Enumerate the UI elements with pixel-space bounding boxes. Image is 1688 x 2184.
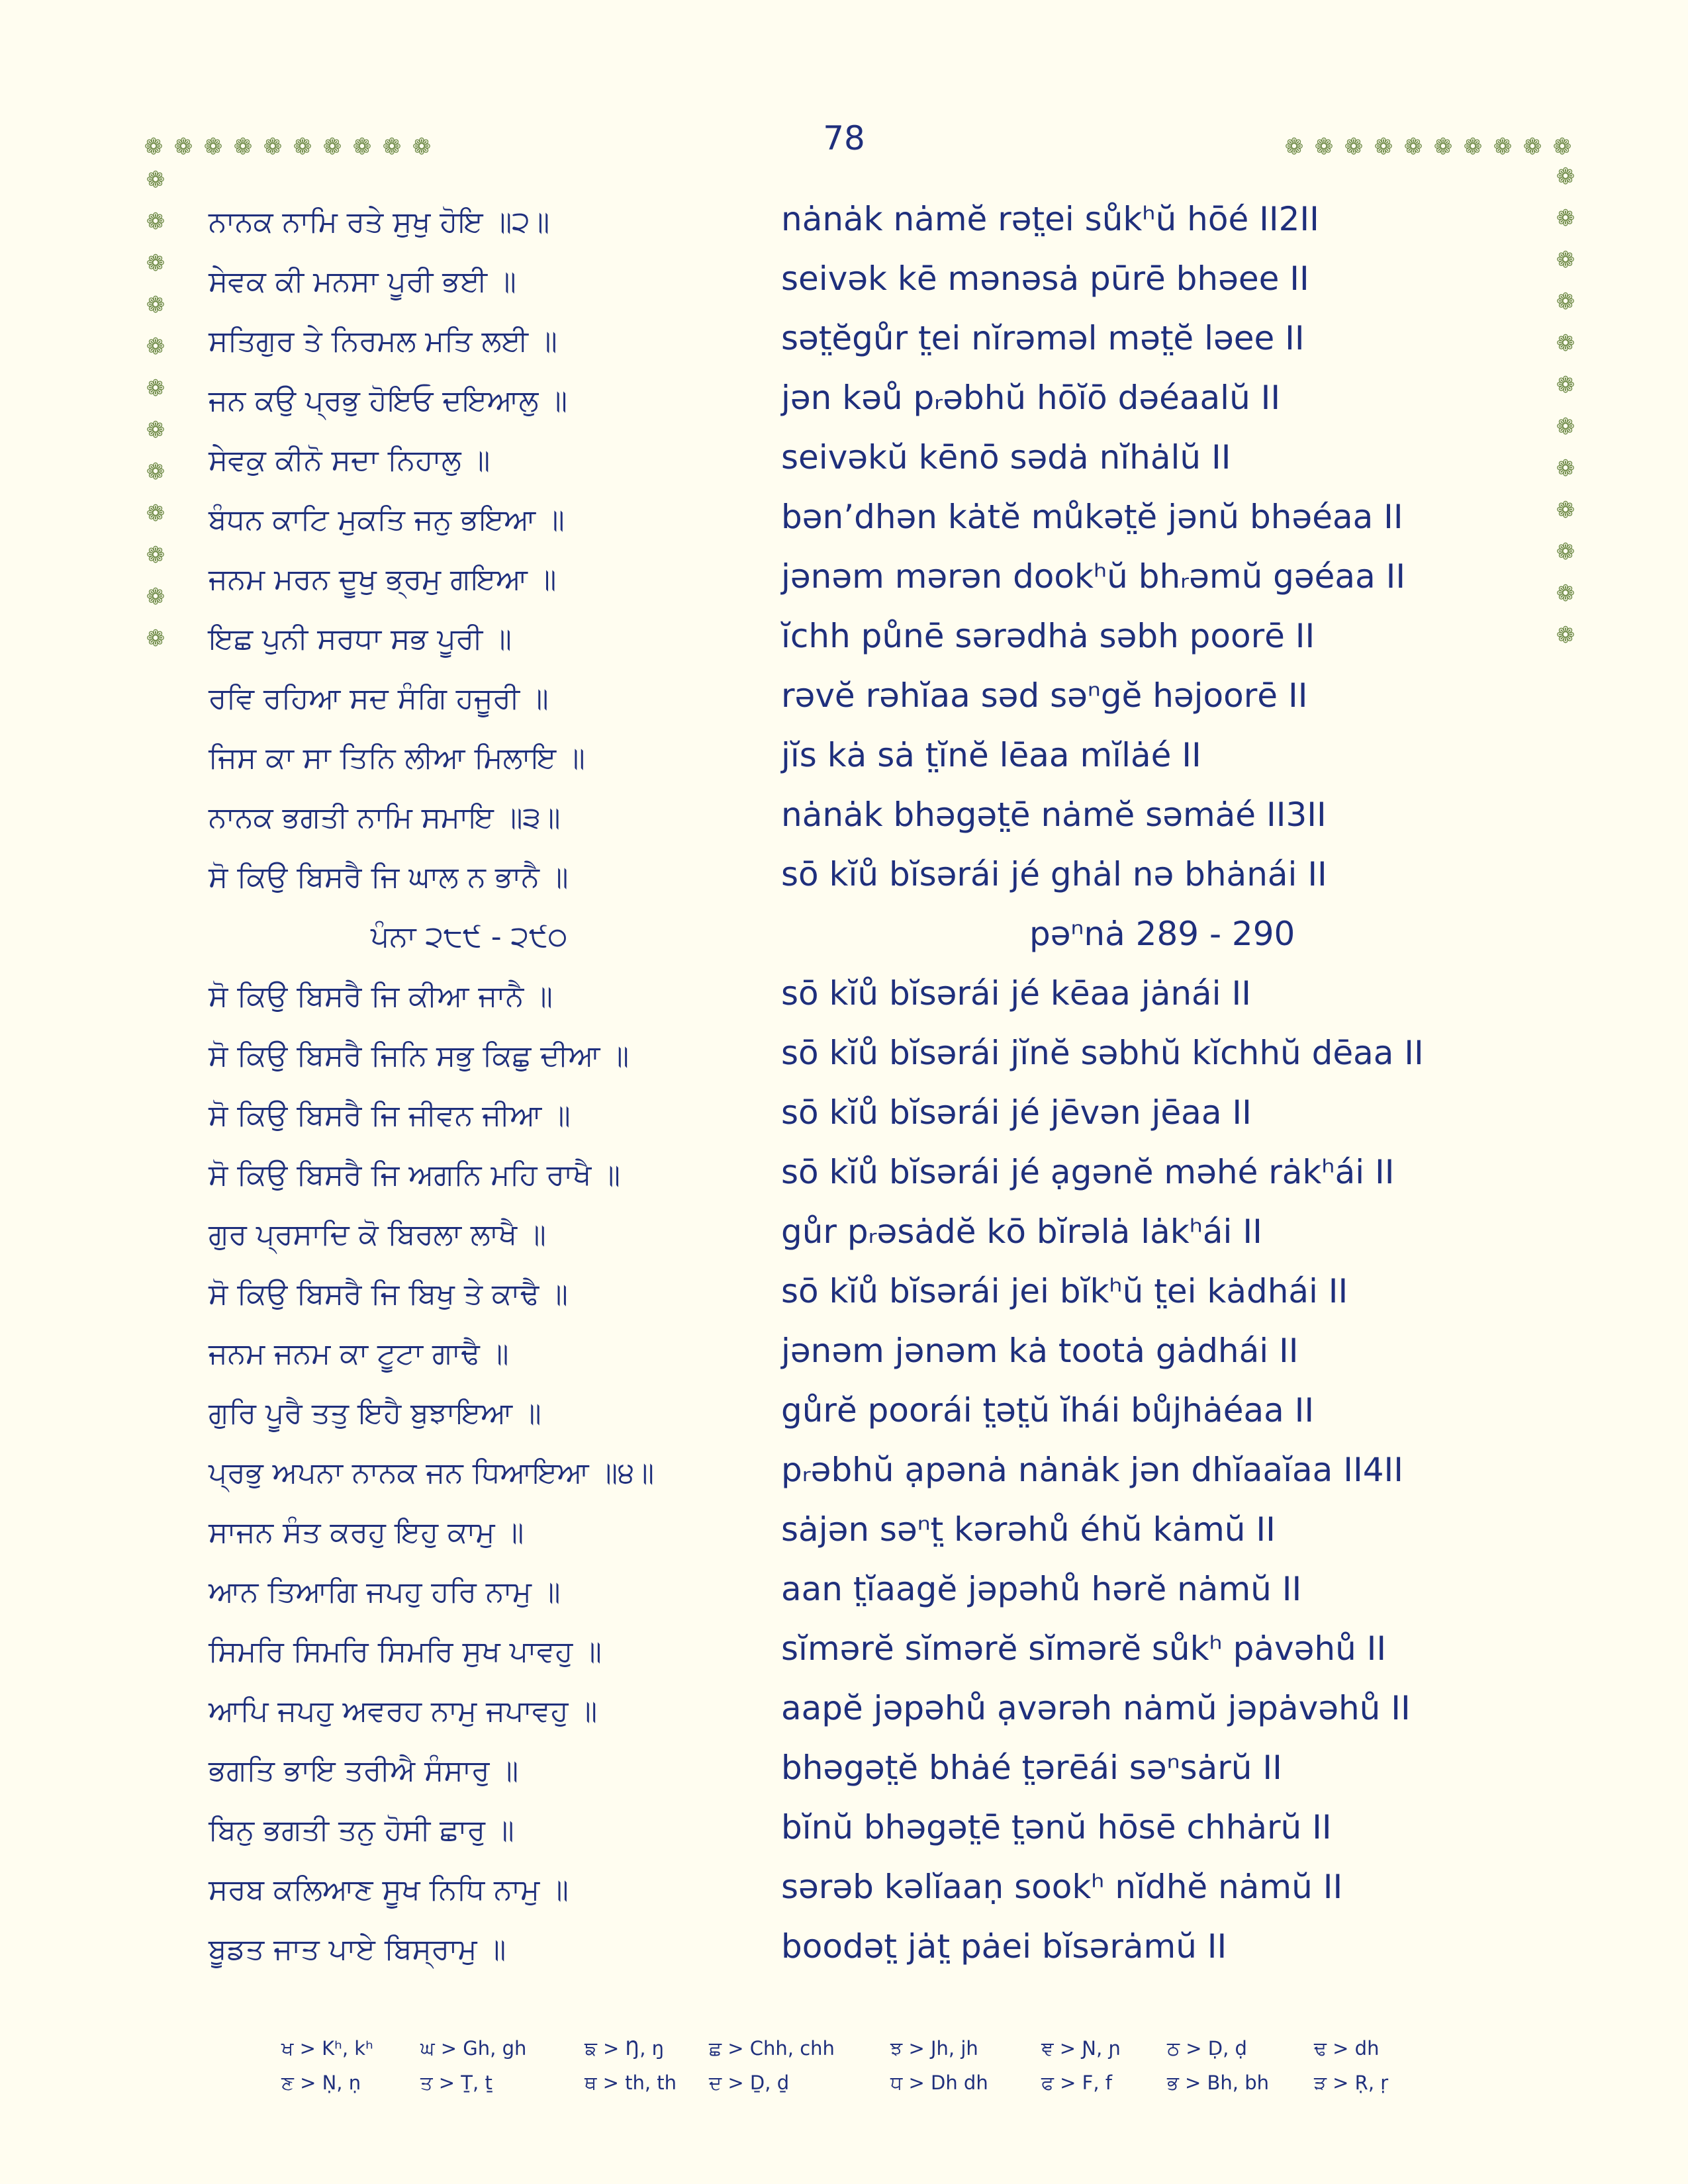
flower-ornament-icon: ❁ <box>1493 134 1513 160</box>
flower-ornament-icon: ❁ <box>1556 372 1575 398</box>
romanized-text: bĭnŭ bhəgət̤ē t̤ənŭ hōsē chhȧrŭ II <box>781 1808 1332 1846</box>
page-number: 78 <box>823 119 865 158</box>
flower-ornament-icon: ❁ <box>146 167 165 193</box>
gurmukhi-text: ਸਤਿਗੁਰ ਤੇ ਨਿਰਮਲ ਮਤਿ ਲਈ ॥ <box>209 324 557 358</box>
verse-line <box>0 1689 1688 1749</box>
verse-line <box>0 1808 1688 1868</box>
gurmukhi-text: ਇਛ ਪੁਨੀ ਸਰਧਾ ਸਭ ਪੂਰੀ ॥ <box>209 622 512 656</box>
gurmukhi-text: ਭਗਤਿ ਭਾਇ ਤਰੀਐ ਸੰਸਾਰੁ ॥ <box>209 1754 519 1788</box>
flower-ornament-icon: ❁ <box>1556 330 1575 357</box>
flower-ornament-icon: ❁ <box>1284 134 1304 160</box>
gurmukhi-text: ਸੇਵਕੁ ਕੀਨੋ ਸਦਾ ਨਿਹਾਲੁ ॥ <box>209 443 491 477</box>
flower-ornament-icon: ❁ <box>173 134 193 160</box>
flower-ornament-icon: ❁ <box>1556 247 1575 273</box>
flower-ornament-icon: ❁ <box>1552 134 1572 160</box>
romanized-text: bhəgət̤ĕ bhȧé t̤ərēái səⁿsȧrŭ II <box>781 1749 1282 1787</box>
legend-entry: ਘ > Gh, gh <box>420 2037 527 2060</box>
legend-entry: ਤ > Ṯ, ṯ <box>420 2071 492 2094</box>
verse-line <box>0 1272 1688 1332</box>
romanized-text: gůr pᵣəsȧdĕ kō bĭrəlȧ lȧkʰái II <box>781 1212 1262 1251</box>
verse-line <box>0 1212 1688 1272</box>
flower-ornament-icon: ❁ <box>412 134 432 160</box>
verse-line <box>0 974 1688 1034</box>
flower-ornament-icon: ❁ <box>1463 134 1483 160</box>
flower-ornament-icon: ❁ <box>263 134 283 160</box>
flower-ornament-icon: ❁ <box>293 134 312 160</box>
gurmukhi-text: ਨਾਨਕ ਭਗਤੀ ਨਾਮਿ ਸਮਾਇ ॥੩॥ <box>209 801 561 835</box>
romanized-text: jĭs kȧ sȧ t̤ĭnĕ lēaa mĭlȧé II <box>781 736 1201 774</box>
romanized-text: boodət̤ jȧt̤ pȧei bĭsərȧmŭ II <box>781 1927 1227 1966</box>
gurmukhi-text: ਬੰਧਨ ਕਾਟਿ ਮੁਕਤਿ ਜਨੁ ਭਇਆ ॥ <box>209 503 565 537</box>
gurmukhi-text: ਜਨ ਕਉ ਪ੍ਰਭੁ ਹੋਇਓ ਦਇਆਲੁ ॥ <box>209 384 568 418</box>
romanized-text: nȧnȧk bhəgət̤ē nȧmĕ səmȧé II3II <box>781 796 1327 834</box>
romanized-text: sō kĭů bĭsərái jĭnĕ səbhŭ kĭchhŭ dēaa II <box>781 1034 1424 1072</box>
verse-line <box>0 676 1688 736</box>
flower-ornament-icon: ❁ <box>146 625 165 652</box>
legend-entry: ਭ > Bh, bh <box>1167 2071 1270 2094</box>
legend-entry: ਙ > Ŋ, ŋ <box>585 2037 665 2060</box>
romanized-text: jənəm jənəm kȧ tootȧ gȧdhái II <box>781 1332 1299 1370</box>
legend-entry: ਢ > dh <box>1314 2037 1380 2060</box>
flower-ornament-icon: ❁ <box>1556 289 1575 315</box>
verse-line <box>0 557 1688 617</box>
verse-line <box>0 1451 1688 1510</box>
flower-ornament-icon: ❁ <box>146 250 165 277</box>
gurmukhi-text: ਸੋ ਕਿਉ ਬਿਸਰੈ ਜਿ ਜੀਵਨ ਜੀਆ ॥ <box>209 1099 571 1132</box>
flower-ornament-icon: ❁ <box>146 417 165 443</box>
verse-line <box>0 1868 1688 1927</box>
gurmukhi-text: ਜਨਮ ਮਰਨ ਦੂਖੁ ਭ੍ਰਮੁ ਗਇਆ ॥ <box>209 563 557 596</box>
gurmukhi-text: ਨਾਨਕ ਨਾਮਿ ਰਤੇ ਸੁਖੁ ਹੋਇ ॥੨॥ <box>209 205 550 239</box>
flower-ornament-icon: ❁ <box>1344 134 1364 160</box>
romanized-text: bənʼdhən kȧtĕ můkət̤ĕ jənŭ bhəéaa II <box>781 498 1403 536</box>
legend-entry: ਠ > Ḍ, ḍ <box>1167 2037 1247 2060</box>
verse-line <box>0 1927 1688 1987</box>
flower-ornament-icon: ❁ <box>144 134 164 160</box>
flower-ornament-icon: ❁ <box>1556 414 1575 440</box>
legend-entry: ਛ > Chh, chh <box>709 2037 835 2060</box>
verse-line <box>0 375 1688 438</box>
romanized-text: nȧnȧk nȧmĕ rət̤ei sůkʰŭ hōé II2II <box>781 200 1319 238</box>
flower-ornament-icon: ❁ <box>1556 622 1575 649</box>
verse-line <box>0 1153 1688 1212</box>
romanized-text: aan t̤ĭaagĕ jəpəhů hərĕ nȧmŭ II <box>781 1570 1302 1608</box>
flower-ornament-icon: ❁ <box>1556 163 1575 190</box>
gurmukhi-text: ਪ੍ਰਭੁ ਅਪਨਾ ਨਾਨਕ ਜਨ ਧਿਆਇਆ ॥੪॥ <box>209 1456 655 1490</box>
flower-ornament-icon: ❁ <box>146 375 165 402</box>
verse-line <box>0 1629 1688 1689</box>
gurmukhi-text: ਸੋ ਕਿਉ ਬਿਸਰੈ ਜਿ ਘਾਲ ਨ ਭਾਨੈ ॥ <box>209 860 569 894</box>
flower-ornament-icon: ❁ <box>382 134 402 160</box>
flower-ornament-icon: ❁ <box>1403 134 1423 160</box>
flower-ornament-icon: ❁ <box>1556 497 1575 523</box>
verse-line <box>0 319 1688 379</box>
verse-line <box>0 259 1688 319</box>
verse-line <box>0 1749 1688 1808</box>
flower-ornament-icon: ❁ <box>146 584 165 610</box>
verse-line <box>0 617 1688 676</box>
gurmukhi-text: ਸੋ ਕਿਉ ਬਿਸਰੈ ਜਿ ਕੀਆ ਜਾਨੈ ॥ <box>209 979 553 1013</box>
flower-ornament-icon: ❁ <box>1314 134 1334 160</box>
romanized-text: pəⁿnȧ 289 - 290 <box>1029 915 1295 953</box>
romanized-text: jən kəů pᵣəbhŭ hōĭō dəéaalŭ II <box>781 379 1281 417</box>
legend-entry: ਞ > Ɲ, ɲ <box>1041 2037 1121 2060</box>
gurmukhi-text: ਸਰਬ ਕਲਿਆਣ ਸੂਖ ਨਿਧਿ ਨਾਮੁ ॥ <box>209 1873 569 1907</box>
romanized-text: sō kĭů bĭsərái jei bĭkʰŭ t̤ei kȧdhái II <box>781 1272 1348 1310</box>
romanized-text: rəvĕ rəhĭaa səd səⁿgĕ həjoorē II <box>781 676 1308 715</box>
verse-line <box>0 1391 1688 1451</box>
romanized-text: sĭmərĕ sĭmərĕ sĭmərĕ sůkʰ pȧvəhů II <box>781 1629 1387 1668</box>
flower-ornament-icon: ❁ <box>146 208 165 235</box>
gurmukhi-text: ਬੂਡਤ ਜਾਤ ਪਾਏ ਬਿਸ੍ਰਾਮੁ ॥ <box>209 1933 506 1966</box>
gurmukhi-text: ਗੁਰਿ ਪੂਰੈ ਤਤੁ ਇਹੈ ਬੁਝਾਇਆ ॥ <box>209 1396 541 1430</box>
romanized-text: sō kĭů bĭsərái jé ạgənĕ məhé rȧkʰái II <box>781 1153 1395 1191</box>
flower-ornament-icon: ❁ <box>322 134 342 160</box>
verse-line <box>0 1570 1688 1629</box>
romanized-text: sō kĭů bĭsərái jé jēvən jēaa II <box>781 1093 1252 1132</box>
romanized-text: seivəkŭ kēnō sədȧ nĭhȧlŭ II <box>781 438 1231 477</box>
gurmukhi-text: ਗੁਰ ਪ੍ਰਸਾਦਿ ਕੋ ਬਿਰਲਾ ਲਾਖੈ ॥ <box>209 1218 546 1251</box>
verse-line <box>0 915 1688 974</box>
flower-ornament-icon: ❁ <box>1556 205 1575 232</box>
romanized-text: sō kĭů bĭsərái jé kēaa jȧnái II <box>781 974 1251 1013</box>
verse-line <box>0 796 1688 855</box>
gurmukhi-text: ਸਾਜਨ ਸੰਤ ਕਰਹੁ ਇਹੁ ਕਾਮੁ ॥ <box>209 1516 524 1549</box>
romanized-text: pᵣəbhŭ ạpənȧ nȧnȧk jən dhĭaaĭaa II4II <box>781 1451 1404 1489</box>
romanized-text: sȧjən səⁿt̤ kərəhů éhŭ kȧmŭ II <box>781 1510 1276 1549</box>
romanized-text: sət̤ĕgůr t̤ei nĭrəməl mət̤ĕ ləee II <box>781 319 1305 357</box>
flower-ornament-icon: ❁ <box>146 542 165 569</box>
legend-entry: ਫ > F, f <box>1041 2071 1112 2094</box>
verse-line <box>0 1510 1688 1570</box>
flower-ornament-icon: ❁ <box>146 500 165 527</box>
gurmukhi-text: ਜਿਸ ਕਾ ਸਾ ਤਿਨਿ ਲੀਆ ਮਿਲਾਇ ॥ <box>209 741 585 775</box>
romanized-text: sərəb kəlĭaaṇ sookʰ nĭdhĕ nȧmŭ II <box>781 1868 1343 1906</box>
verse-line <box>0 1034 1688 1093</box>
gurmukhi-text: ਸਿਮਰਿ ਸਿਮਰਿ ਸਿਮਰਿ ਸੁਖ ਪਾਵਹੁ ॥ <box>209 1635 602 1668</box>
legend-entry: ਝ > Jh, jh <box>890 2037 978 2060</box>
flower-ornament-icon: ❁ <box>1523 134 1542 160</box>
gurmukhi-text: ਰਵਿ ਰਹਿਆ ਸਦ ਸੰਗਿ ਹਜੂਰੀ ॥ <box>209 682 549 715</box>
romanized-text: seivək kē mənəsȧ pūrē bhəee II <box>781 259 1309 298</box>
legend-entry: ਖ > Kʰ, kʰ <box>281 2037 373 2060</box>
flower-ornament-icon: ❁ <box>146 292 165 318</box>
legend-entry: ਣ > Ṇ, ṇ <box>281 2071 361 2094</box>
flower-ornament-icon: ❁ <box>1556 455 1575 482</box>
verse-line <box>0 200 1688 259</box>
gurmukhi-text: ਪੰਨਾ ੨੮੯ - ੨੯੦ <box>371 920 568 954</box>
romanized-text: sō kĭů bĭsərái jé ghȧl nə bhȧnái II <box>781 855 1327 893</box>
gurmukhi-text: ਸੋ ਕਿਉ ਬਿਸਰੈ ਜਿਨਿ ਸਭੁ ਕਿਛੁ ਦੀਆ ॥ <box>209 1039 630 1073</box>
gurmukhi-text: ਬਿਨੁ ਭਗਤੀ ਤਨੁ ਹੋਸੀ ਛਾਰੁ ॥ <box>209 1813 514 1847</box>
gurmukhi-text: ਆਪਿ ਜਪਹੁ ਅਵਰਹ ਨਾਮੁ ਜਪਾਵਹੁ ॥ <box>209 1694 598 1728</box>
gurmukhi-text: ਸੇਵਕ ਕੀ ਮਨਸਾ ਪੂਰੀ ਭਈ ॥ <box>209 265 516 298</box>
romanized-text: gůrĕ poorái t̤ət̤ŭ ĭhái bůjhȧéaa II <box>781 1391 1315 1430</box>
legend-entry: ਥ > th, th <box>585 2071 677 2094</box>
romanized-text: ĭchh půnē sərədhȧ səbh poorē II <box>781 617 1315 655</box>
flower-ornament-icon: ❁ <box>352 134 372 160</box>
verse-line <box>0 438 1688 498</box>
flower-ornament-icon: ❁ <box>146 459 165 485</box>
flower-ornament-icon: ❁ <box>146 334 165 360</box>
flower-ornament-icon: ❁ <box>1556 580 1575 607</box>
verse-line <box>0 498 1688 557</box>
legend-entry: ਦ > Ḏ, ḏ <box>709 2071 790 2094</box>
verse-line <box>0 1332 1688 1391</box>
flower-ornament-icon: ❁ <box>1433 134 1453 160</box>
flower-ornament-icon: ❁ <box>203 134 223 160</box>
gurmukhi-text: ਸੋ ਕਿਉ ਬਿਸਰੈ ਜਿ ਬਿਖੁ ਤੇ ਕਾਢੈ ॥ <box>209 1277 568 1311</box>
flower-ornament-icon: ❁ <box>1374 134 1393 160</box>
gurmukhi-text: ਸੋ ਕਿਉ ਬਿਸਰੈ ਜਿ ਅਗਨਿ ਮਹਿ ਰਾਖੈ ॥ <box>209 1158 620 1192</box>
gurmukhi-text: ਜਨਮ ਜਨਮ ਕਾ ਟੂਟਾ ਗਾਢੈ ॥ <box>209 1337 509 1371</box>
verse-line <box>0 855 1688 915</box>
legend-entry: ੜ > Ṛ, ṛ <box>1314 2071 1389 2094</box>
flower-ornament-icon: ❁ <box>1556 539 1575 565</box>
verse-line <box>0 736 1688 796</box>
gurmukhi-text: ਆਨ ਤਿਆਗਿ ਜਪਹੁ ਹਰਿ ਨਾਮੁ ॥ <box>209 1575 561 1609</box>
romanized-text: jənəm mərən dookʰŭ bhᵣəmŭ gəéaa II <box>781 557 1406 596</box>
verse-line <box>0 1093 1688 1153</box>
flower-ornament-icon: ❁ <box>233 134 253 160</box>
romanized-text: aapĕ jəpəhů ạvərəh nȧmŭ jəpȧvəhů II <box>781 1689 1411 1727</box>
legend-entry: ਧ > Dh dh <box>890 2071 988 2094</box>
